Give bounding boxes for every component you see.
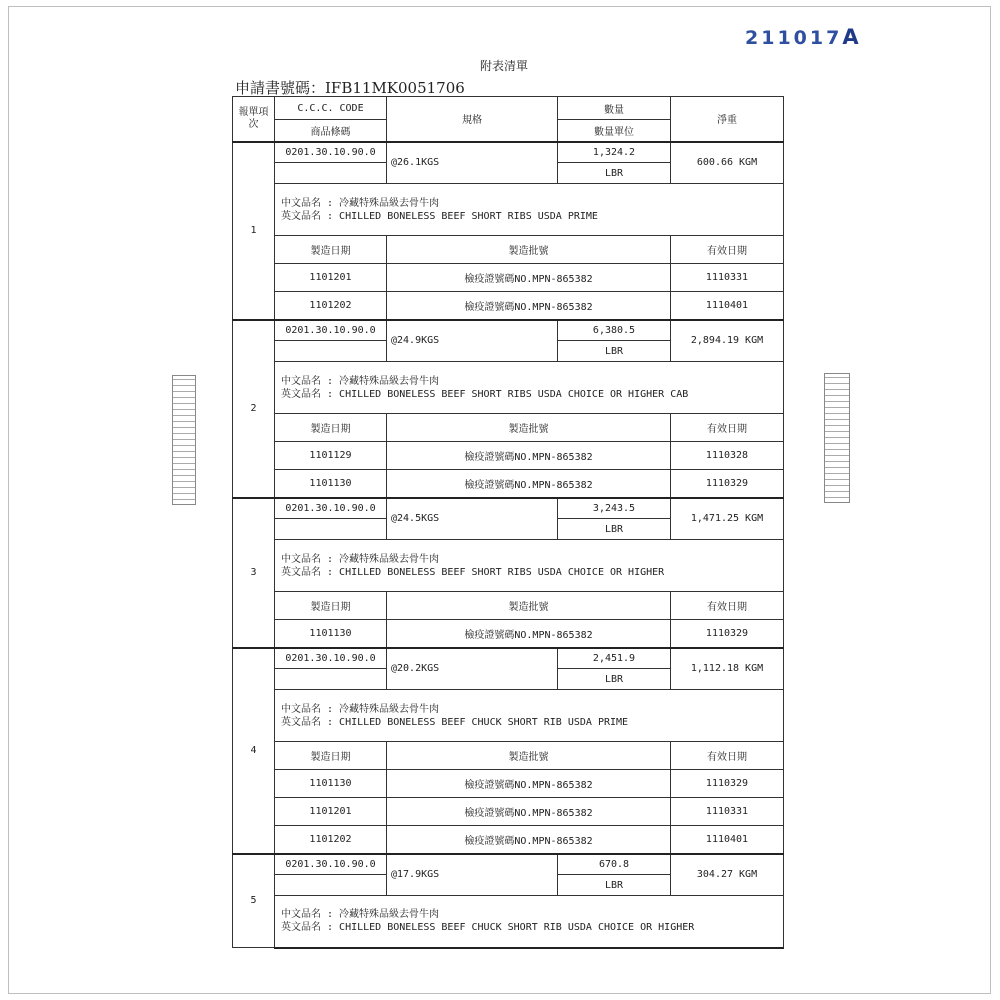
ccc-code: 0201.30.10.90.0 [275,648,387,669]
exp-date: 1110329 [671,470,784,498]
quantity-unit: LBR [558,669,671,690]
chinese-name: 中文品名 : 冷藏特殊品級去骨牛肉 [281,909,440,921]
net-weight: 1,471.25 KGM [671,498,784,540]
item-number: 4 [233,648,275,854]
chinese-name: 中文品名 : 冷藏特殊品級去骨牛肉 [281,703,440,715]
mfg-date: 1101202 [275,826,387,854]
exp-date: 1110401 [671,292,784,320]
barcode-empty [275,163,387,184]
exp-date: 1110401 [671,826,784,854]
mfg-date: 1101202 [275,292,387,320]
english-name: 英文品名 : CHILLED BONELESS BEEF SHORT RIBS USDA CHOICE OR HIGHER [281,566,665,578]
english-name: 英文品名 : CHILLED BONELESS BEEF CHUCK SHORT RIB USDA PRIME [281,716,629,728]
exp-date: 1110331 [671,264,784,292]
header-ccc-barcode: 商品條碼 [275,120,387,142]
header-unit: 數量單位 [558,120,671,142]
english-name: 英文品名 : CHILLED BONELESS BEEF SHORT RIBS USDA CHOICE OR HIGHER CAB [281,388,689,400]
item-number: 1 [233,142,275,320]
seal-stamp-right [824,373,850,503]
batch-number: 檢疫證號碼NO.MPN-865382 [387,264,671,292]
batch-number: 檢疫證號碼NO.MPN-865382 [387,798,671,826]
header-item-no: 報單項次 [233,97,275,142]
product-names [275,896,784,948]
header-spec: 規格 [387,97,558,142]
barcode-empty [275,669,387,690]
product-names [275,690,784,742]
quantity-unit: LBR [558,519,671,540]
exp-date-header: 有效日期 [671,742,784,770]
application-number: 申請書號碼：IFB11MK0051706 [235,79,465,97]
net-weight: 1,112.18 KGM [671,648,784,690]
document-title: 附表清單 [480,59,529,73]
quantity: 1,324.2 [558,142,671,163]
net-weight: 600.66 KGM [671,142,784,184]
batch-number: 檢疫證號碼NO.MPN-865382 [387,292,671,320]
exp-date: 1110328 [671,442,784,470]
spec: @24.9KGS [387,320,558,362]
mfg-date: 1101130 [275,620,387,648]
product-names [275,184,784,236]
exp-date: 1110331 [671,798,784,826]
exp-date: 1110329 [671,770,784,798]
quantity: 2,451.9 [558,648,671,669]
barcode-empty [275,875,387,896]
net-weight: 304.27 KGM [671,854,784,896]
barcode-empty [275,341,387,362]
seal-stamp-left [172,375,196,505]
quantity: 670.8 [558,854,671,875]
barcode-empty [275,519,387,540]
batch-header: 製造批號 [387,414,671,442]
batch-number: 檢疫證號碼NO.MPN-865382 [387,470,671,498]
spec: @24.5KGS [387,498,558,540]
batch-header: 製造批號 [387,236,671,264]
net-weight: 2,894.19 KGM [671,320,784,362]
mfg-date: 1101130 [275,770,387,798]
quantity-unit: LBR [558,341,671,362]
batch-header: 製造批號 [387,742,671,770]
ccc-code: 0201.30.10.90.0 [275,142,387,163]
item-number: 2 [233,320,275,498]
batch-number: 檢疫證號碼NO.MPN-865382 [387,826,671,854]
chinese-name: 中文品名 : 冷藏特殊品級去骨牛肉 [281,375,440,387]
exp-date-header: 有效日期 [671,592,784,620]
mfg-date-header: 製造日期 [275,236,387,264]
chinese-name: 中文品名 : 冷藏特殊品級去骨牛肉 [281,197,440,209]
attachment-table [232,96,784,949]
exp-date: 1110329 [671,620,784,648]
batch-number: 檢疫證號碼NO.MPN-865382 [387,442,671,470]
ccc-code: 0201.30.10.90.0 [275,498,387,519]
mfg-date: 1101201 [275,264,387,292]
batch-number: 檢疫證號碼NO.MPN-865382 [387,620,671,648]
mfg-date: 1101201 [275,798,387,826]
product-names [275,540,784,592]
item-number: 3 [233,498,275,648]
item-number: 5 [233,854,275,948]
ccc-code: 0201.30.10.90.0 [275,320,387,341]
english-name: 英文品名 : CHILLED BONELESS BEEF CHUCK SHORT RIB USDA CHOICE OR HIGHER [281,922,695,934]
quantity-unit: LBR [558,163,671,184]
exp-date-header: 有效日期 [671,236,784,264]
quantity-unit: LBR [558,875,671,896]
ccc-code: 0201.30.10.90.0 [275,854,387,875]
mfg-date-header: 製造日期 [275,592,387,620]
chinese-name: 中文品名 : 冷藏特殊品級去骨牛肉 [281,553,440,565]
header-net: 淨重 [671,97,784,142]
spec: @26.1KGS [387,142,558,184]
exp-date-header: 有效日期 [671,414,784,442]
quantity: 3,243.5 [558,498,671,519]
batch-number: 檢疫證號碼NO.MPN-865382 [387,770,671,798]
spec: @17.9KGS [387,854,558,896]
batch-header: 製造批號 [387,592,671,620]
product-names [275,362,784,414]
header-ccc: C.C.C. CODE [275,97,387,120]
mfg-date-header: 製造日期 [275,742,387,770]
spec: @20.2KGS [387,648,558,690]
english-name: 英文品名 : CHILLED BONELESS BEEF SHORT RIBS USDA PRIME [281,210,598,222]
quantity: 6,380.5 [558,320,671,341]
mfg-date-header: 製造日期 [275,414,387,442]
document-code: 211017A [745,25,859,49]
mfg-date: 1101129 [275,442,387,470]
header-qty: 數量 [558,97,671,120]
mfg-date: 1101130 [275,470,387,498]
